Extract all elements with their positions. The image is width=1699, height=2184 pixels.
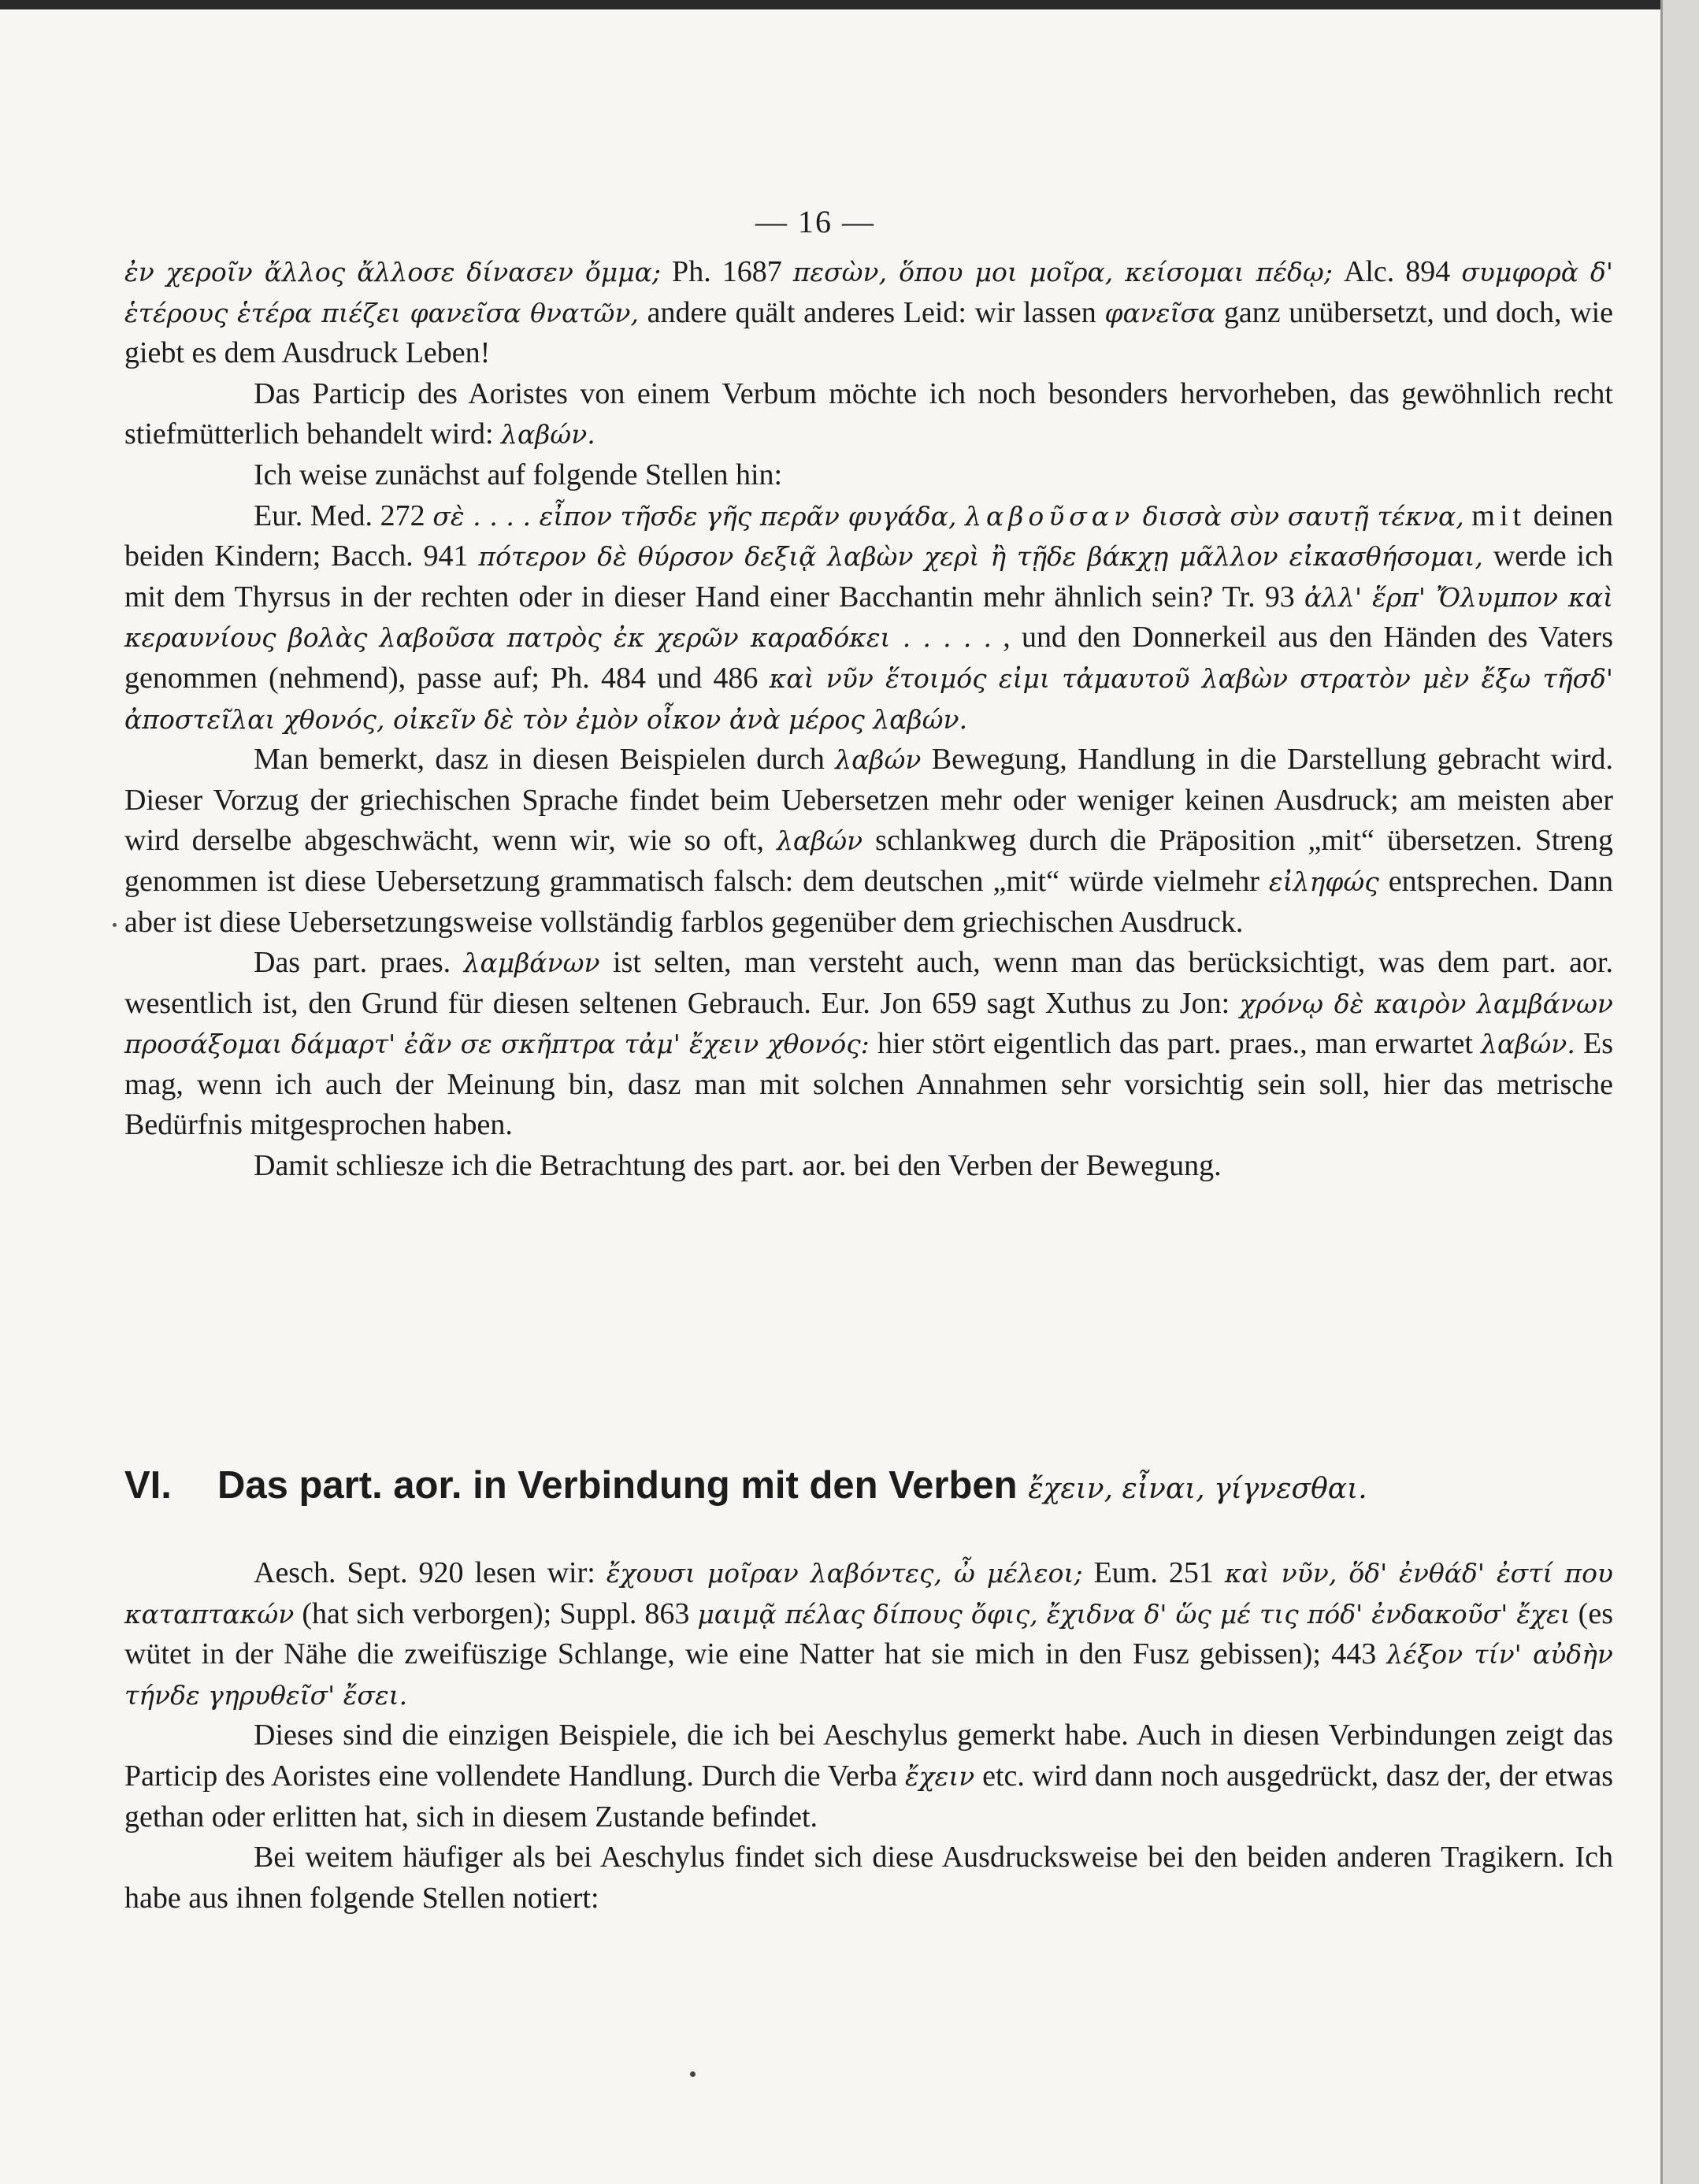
text-run: Ph. 1687 bbox=[661, 255, 793, 288]
scan-speck bbox=[690, 2071, 696, 2077]
paragraph-7 bbox=[124, 1146, 1613, 1187]
greek-quote: πότερον δὲ θύρσον δεξιᾷ λαβὼν χερὶ ἢ τῇδε βάκχῃ μᾶλλον εἰκασθήσομαι, bbox=[478, 541, 1483, 573]
text-run: ist selten, man versteht auch, wenn man das berücksichtigt, was dem part. aor. wesentlich ist, den Grund für diesen seltenen Gebrauch. Eur. Jon 659 sagt Xuthus zu Jon: bbox=[124, 946, 1613, 1020]
greek-quote: ἔχουσι μοῖραν λαβόντες, ὦ μέλεοι; bbox=[606, 1558, 1083, 1589]
paragraph-3 bbox=[124, 455, 1613, 496]
greek-quote: λαμβάνων bbox=[463, 947, 600, 979]
paragraph-4 bbox=[124, 496, 1613, 740]
section-heading bbox=[124, 1463, 1621, 1507]
paragraph-5 bbox=[124, 740, 1613, 943]
greek-quote: ἀλλ' ἕρπ' Ὄλυμπον καὶ κεραυνίους βολὰς λαβοῦσα πατρὸς ἐκ χερῶν καραδόκει . . . . . bbox=[124, 581, 1614, 654]
greek-quote: φανεῖσα bbox=[1104, 297, 1216, 328]
text-run: (es wütet in der Nähe die zweifüszige Schlange, wie eine Natter hat sie mich in den Fusz gebissen); 443 bbox=[124, 1596, 1613, 1671]
greek-quote: λαβών. bbox=[501, 419, 595, 451]
text-run: (hat sich verborgen); Suppl. 863 bbox=[294, 1596, 698, 1630]
greek-quote: ἔχειν bbox=[904, 1760, 975, 1792]
text-run: andere quält anderes Leid: wir lassen bbox=[639, 295, 1105, 329]
text-run: werde ich mit dem Thyrsus in der rechten oder in dieser Hand einer Bacchantin mehr ähnlich sein? Tr. 93 bbox=[124, 540, 1613, 614]
paragraph-2 bbox=[124, 374, 1613, 455]
text-run: Bei weitem häufiger als bei Aeschylus findet sich diese Ausdrucksweise bei den beiden anderen Tragikern. Ich habe aus ihnen folgende Stellen notiert: bbox=[124, 1841, 1613, 1915]
greek-quote: μαιμᾷ πέλας δίπους ὄφις, ἔχιδνα δ' ὥς μέ τις πόδ' ἐνδακοῦσ' ἔχει bbox=[697, 1598, 1571, 1630]
scan-speck bbox=[113, 923, 117, 927]
section-title-greek: ἔχειν, εἶναι, γίγνεσθαι. bbox=[1028, 1473, 1367, 1505]
text-run: Alc. 894 bbox=[1332, 255, 1462, 288]
text-run: schlankweg durch die Präposition „mit“ übersetzen. Streng genommen ist diese Uebersetzung grammatisch falsch: dem deutschen „mit“ würde vielmehr bbox=[124, 824, 1613, 898]
greek-quote: πεσὼν, ὅπου μοι μοῖρα, κείσομαι πέδῳ; bbox=[792, 257, 1333, 287]
greek-quote: χρόνῳ δὲ καιρὸν λαμβάνων προσάξομαι δάμαρτ' ἐᾶν σε σκῆπτρα τἀμ' ἔχειν χθονός: bbox=[124, 988, 1613, 1060]
body-text-upper bbox=[124, 252, 1613, 1187]
page-number: — 16 — bbox=[755, 204, 875, 239]
text-run: Eur. Med. 272 bbox=[254, 499, 433, 532]
greek-quote: δισσὰ σὺν σαυτῇ τέκνα, bbox=[1134, 500, 1464, 532]
text-run: hier stört eigentlich das part. praes., man erwartet bbox=[869, 1027, 1482, 1061]
greek-quote-spaced: λαβοῦσαν bbox=[965, 500, 1135, 532]
section-title: Das part. aor. in Verbindung mit den Verben bbox=[217, 1464, 1029, 1507]
paragraph-1 bbox=[124, 252, 1613, 374]
paragraph-6 bbox=[124, 943, 1613, 1146]
text-run: Bewegung, Handlung in die Darstellung gebracht wird. Dieser Vorzug der griechischen Sprache findet beim Uebersetzen mehr oder weniger keinen Ausdruck; am meisten aber wird derselbe abgeschwächt, wenn wir, wie so oft, bbox=[124, 743, 1613, 858]
greek-quote: λέξον τίν' αὐδὴν τήνδε γηρυθεῖσ' ἔσει. bbox=[124, 1639, 1613, 1711]
greek-quote: λαβών. bbox=[1481, 1029, 1575, 1060]
paragraph-8 bbox=[124, 1553, 1613, 1715]
body-text-lower bbox=[124, 1553, 1613, 1919]
text-run: deinen beiden Kindern; Bacch. 941 bbox=[124, 499, 1614, 573]
text-run: , und den Donnerkeil aus den Händen des Vaters genommen (nehmend), passe auf; Ph. 484 und 486 bbox=[124, 621, 1613, 695]
text-run: Aesch. Sept. 920 lesen wir: bbox=[254, 1556, 607, 1589]
text-run: Das Particip des Aoristes von einem Verbum möchte ich noch besonders hervorheben, das gewöhnlich recht stiefmütterlich behandelt wird: bbox=[124, 376, 1613, 451]
text-run: Dieses sind die einzigen Beispiele, die ich bei Aeschylus gemerkt habe. Auch in diesen Verbindungen zeigt das Particip des Aoristes eine vollendete Handlung. Durch die Verba bbox=[124, 1719, 1613, 1793]
greek-quote: λαβών bbox=[776, 825, 863, 857]
greek-quote: συμφορὰ δ' ἑτέρους ἑτέρα πιέζει φανεῖσα θνατῶν, bbox=[124, 257, 1613, 328]
right-page-edge bbox=[1660, 0, 1699, 2184]
paragraph-10 bbox=[124, 1837, 1613, 1919]
text-run-spaced: mit bbox=[1471, 499, 1527, 532]
text-run: Ich weise zunächst auf folgende Stellen hin: bbox=[254, 458, 783, 491]
top-scan-border bbox=[0, 0, 1699, 9]
text-run: Eum. 251 bbox=[1082, 1556, 1225, 1589]
text-run: Damit schliesze ich die Betrachtung des part. aor. bei den Verben der Bewegung. bbox=[254, 1149, 1222, 1183]
greek-quote: καὶ νῦν, ὅδ' ἐνθάδ' ἐστί που καταπτακών bbox=[124, 1558, 1613, 1630]
greek-quote: ἐν χεροῖν ἄλλος ἄλλοσε δίνασεν ὄμμα; bbox=[124, 257, 662, 287]
section-number: VI. bbox=[124, 1464, 172, 1507]
greek-quote: εἰληφώς bbox=[1268, 866, 1379, 897]
text-run: ganz unübersetzt, und doch, wie giebt es dem Ausdruck Leben! bbox=[124, 295, 1613, 370]
greek-quote: καὶ νῦν ἕτοιμός εἰμι τἀμαυτοῦ λαβὼν στρατὸν μὲν ἔξω τῆσδ' ἀποστεῖλαι χθονός, οἰκεῖν δὲ τὸν ἐμὸν οἶκον ἀνὰ μέρος λαβών. bbox=[124, 662, 1613, 735]
text-run: Es mag, wenn ich auch der Meinung bin, dasz man mit solchen Annahmen sehr vorsichtig sein soll, hier das metrische Bedürfnis mitgesprochen haben. bbox=[124, 1027, 1613, 1142]
text-run: Das part. praes. bbox=[254, 946, 464, 980]
text-run: Man bemerkt, dasz in diesen Beispielen durch bbox=[254, 743, 836, 777]
text-run: etc. wird dann noch ausgedrückt, dasz der, der etwas gethan oder erlitten hat, sich in diesem Zustande befindet. bbox=[124, 1759, 1614, 1834]
text-run: entsprechen. Dann aber ist diese Uebersetzungsweise vollständig farblos gegenüber dem griechischen Ausdruck. bbox=[124, 864, 1614, 939]
greek-quote: σὲ . . . . εἶπον τῆσδε γῆς περᾶν φυγάδα, bbox=[432, 500, 966, 532]
paragraph-9 bbox=[124, 1715, 1613, 1837]
greek-quote: λαβών bbox=[835, 744, 922, 776]
